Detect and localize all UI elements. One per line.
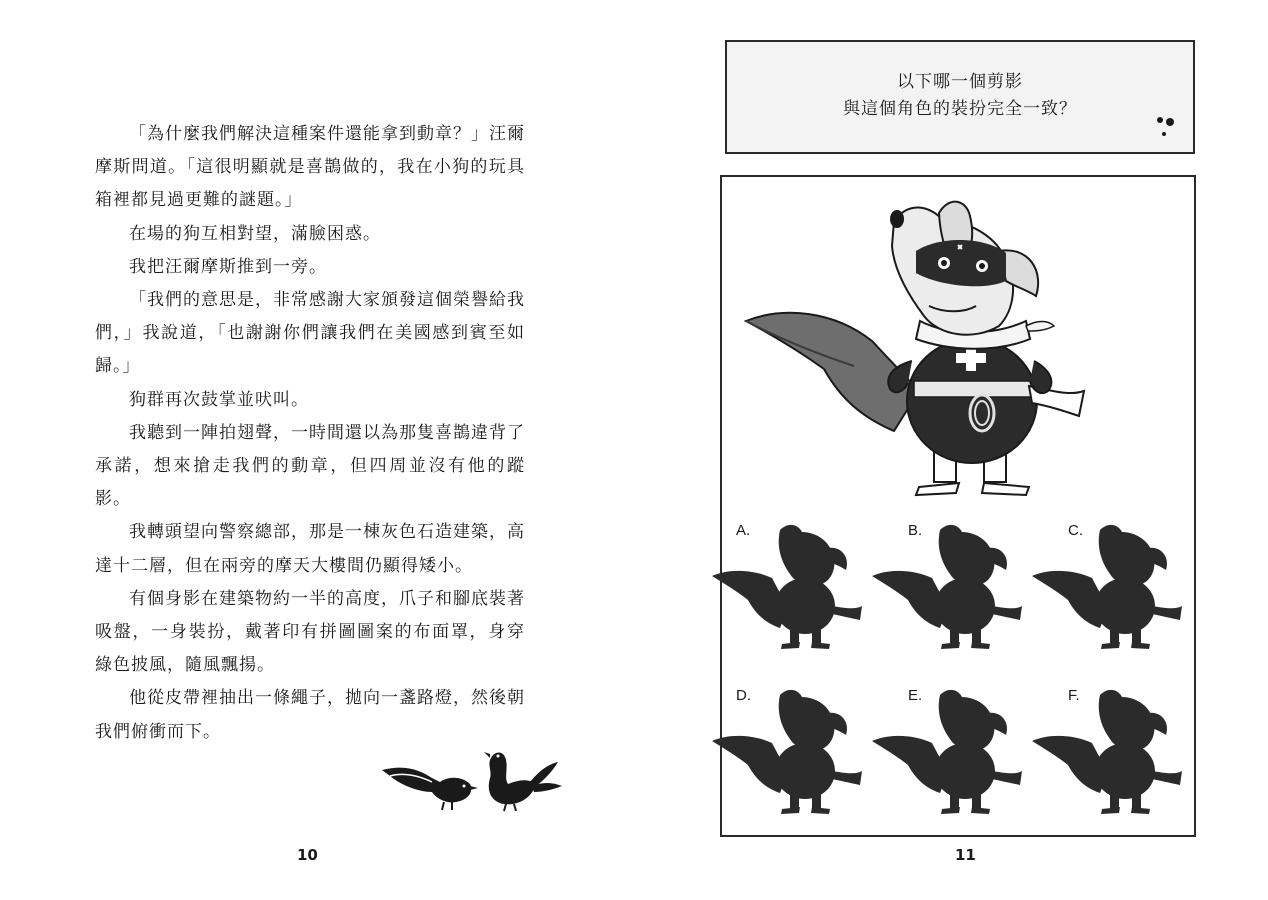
option-d[interactable] <box>710 677 860 817</box>
ink-splat-icon <box>1152 112 1182 142</box>
option-c[interactable] <box>1030 512 1180 652</box>
paragraph: 我把汪爾摩斯推到一旁。 <box>129 256 327 277</box>
dog-silhouette-icon <box>710 518 870 658</box>
dog-silhouette-icon <box>710 683 870 823</box>
question-line-2: 與這個角色的裝扮完全一致？ <box>843 99 1077 119</box>
paragraph: 有個身影在建築物約一半的高度，爪子和腳底裝著吸盤，一身裝扮，戴著印有拼圖圖案的布面罩，身穿綠色披風，隨風飄揚。 <box>95 588 525 676</box>
story-text <box>95 118 525 749</box>
paragraph: 在場的狗互相對望，滿臉困惑。 <box>129 223 381 244</box>
paragraph: 我轉頭望向警察總部，那是一棟灰色石造建築，高達十二層，但在兩旁的摩天大樓間仍顯得矮小。 <box>95 522 525 576</box>
dog-silhouette-icon <box>1030 683 1190 823</box>
illustration-frame <box>720 175 1196 837</box>
option-label: F. <box>1068 687 1080 704</box>
paragraph: 「為什麼我們解決這種案件還能拿到動章？」汪爾摩斯問道。「這很明顯就是喜鵲做的，我在小狗的玩具箱裡都見過更難的謎題。」 <box>95 124 525 211</box>
dog-silhouette-icon <box>870 518 1030 658</box>
option-a[interactable] <box>710 512 860 652</box>
paragraph: 狗群再次鼓掌並吠叫。 <box>129 389 309 410</box>
page-number: 10 <box>297 846 318 864</box>
option-e[interactable] <box>870 677 1020 817</box>
paragraph: 他從皮帶裡抽出一條繩子，拋向一盞路燈，然後朝我們俯衝而下。 <box>95 688 525 742</box>
magpie-bird-icon <box>380 742 565 812</box>
dog-silhouette-icon <box>870 683 1030 823</box>
dog-silhouette-icon <box>1030 518 1190 658</box>
option-f[interactable] <box>1030 677 1180 817</box>
option-label: E. <box>908 687 923 704</box>
option-label: A. <box>736 522 751 539</box>
page-number: 11 <box>955 846 976 864</box>
paragraph: 我聽到一陣拍翅聲，一時間還以為那隻喜鵲違背了承諾，想來搶走我們的動章，但四周並沒有他的蹤影。 <box>95 422 525 510</box>
option-label: D. <box>736 687 751 704</box>
option-label: C. <box>1068 522 1083 539</box>
right-page <box>634 0 1268 900</box>
option-b[interactable] <box>870 512 1020 652</box>
superhero-dog-illustration <box>744 191 1104 501</box>
question-box <box>725 40 1195 154</box>
option-label: B. <box>908 522 923 539</box>
question-line-1: 以下哪一個剪影 <box>897 72 1023 92</box>
paragraph: 「我們的意思是，非常感謝大家頒發這個榮譽給我們，」我說道，「也謝謝你們讓我們在美國感到賓至如歸。」 <box>95 290 525 377</box>
